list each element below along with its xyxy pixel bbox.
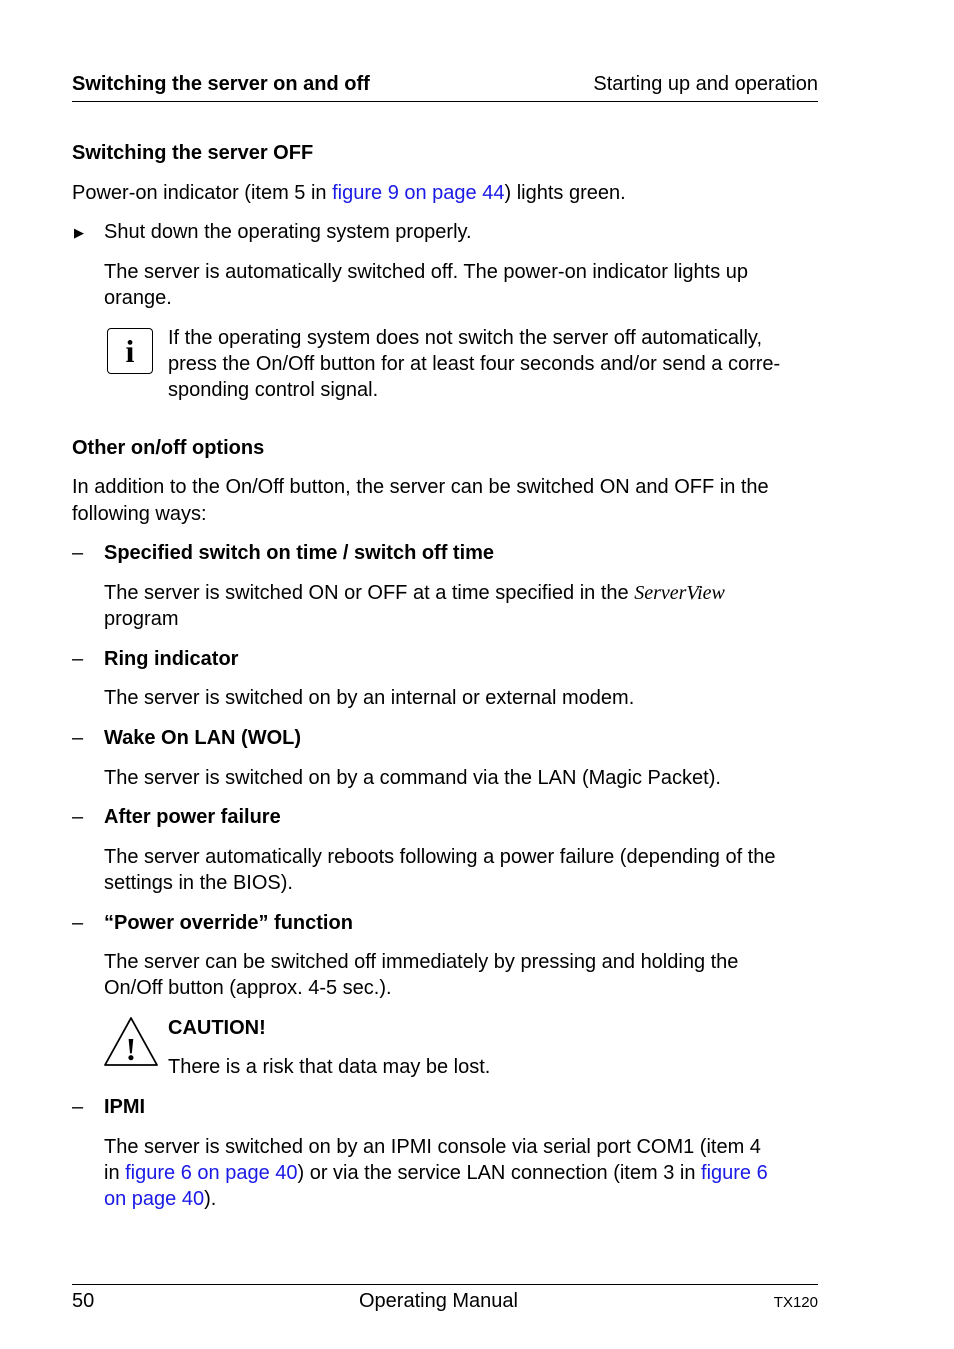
option-desc-scheduled-1 [104, 582, 725, 605]
option-desc-power-override-1: The server can be switched off immediately by pressing and holding the [104, 951, 739, 973]
footer-model: TX120 [773, 1294, 818, 1311]
options-intro-line-1: In addition to the On/Off button, the server can be switched ON and OFF in the [72, 476, 769, 498]
dash-bullet: – [72, 727, 84, 749]
option-desc-ipmi-1: The server is switched on by an IPMI console via serial port COM1 (item 4 [104, 1136, 761, 1158]
caution-warning-icon [103, 1016, 159, 1068]
figure-6-link-second-cont[interactable]: on page 40 [104, 1188, 205, 1210]
option-desc-power-override-2: On/Off button (approx. 4-5 sec.). [104, 977, 392, 999]
option-title-ipmi: IPMI [104, 1096, 146, 1118]
step-text: Shut down the operating system properly. [104, 221, 472, 243]
dash-bullet: – [72, 1096, 84, 1118]
result-line-1: The server is automatically switched off. The power-on indicator lights up [104, 261, 749, 283]
intro-text-post: ) lights green. [504, 182, 626, 204]
caution-text: There is a risk that data may be lost. [168, 1056, 491, 1078]
figure-6-link[interactable]: figure 6 on page 40 [125, 1162, 298, 1184]
option-desc-power-failure-2: settings in the BIOS). [104, 872, 293, 894]
option-desc-ipmi-2 [104, 1162, 768, 1185]
option-desc-power-failure-1: The server automatically reboots following a power failure (depending of the [104, 846, 776, 868]
figure-9-link[interactable]: figure 9 on page 44 [332, 182, 505, 204]
note-line-1: If the operating system does not switch the server off automatically, [168, 327, 762, 349]
option-title-wol: Wake On LAN (WOL) [104, 727, 302, 749]
result-line-2: orange. [104, 287, 172, 309]
page-number: 50 [72, 1290, 95, 1312]
header-rule [72, 101, 818, 102]
ipmi-text-mid: ) or via the service LAN connection (item 3 in [297, 1162, 702, 1184]
info-icon: i [107, 328, 153, 374]
step-arrow-icon: ▶ [74, 225, 84, 240]
footer-rule [72, 1284, 818, 1285]
ipmi-text-post: ). [204, 1188, 217, 1210]
dash-bullet: – [72, 648, 84, 670]
option-desc-ipmi-3 [104, 1188, 216, 1211]
option-desc-scheduled-text: The server is switched ON or OFF at a time specified in the [104, 582, 635, 604]
ipmi-text-pre: in [104, 1162, 126, 1184]
section-heading-other: Other on/off options [72, 437, 265, 459]
option-desc-wol: The server is switched on by a command via the LAN (Magic Packet). [104, 767, 721, 789]
option-title-scheduled: Specified switch on time / switch off time [104, 542, 495, 564]
dash-bullet: – [72, 806, 84, 828]
running-header-right: Starting up and operation [593, 73, 818, 95]
intro-paragraph [72, 182, 626, 205]
section-heading-off: Switching the server OFF [72, 142, 314, 164]
figure-6-link-second[interactable]: figure 6 [701, 1162, 768, 1184]
caution-glyph: ! [125, 1031, 137, 1067]
dash-bullet: – [72, 542, 84, 564]
options-intro-line-2: following ways: [72, 503, 207, 525]
option-desc-scheduled-2: program [104, 608, 179, 630]
option-title-power-override: “Power override” function [104, 912, 353, 934]
intro-text-pre: Power-on indicator (item 5 in [72, 182, 333, 204]
running-header-left: Switching the server on and off [72, 73, 370, 95]
serverview-program-name: ServerView [634, 582, 725, 604]
dash-bullet: – [72, 912, 84, 934]
option-desc-ring: The server is switched on by an internal or external modem. [104, 687, 635, 709]
note-line-2: press the On/Off button for at least four seconds and/or send a corre- [168, 353, 781, 375]
footer-manual-title: Operating Manual [359, 1290, 518, 1312]
caution-title: CAUTION! [168, 1017, 266, 1039]
option-title-power-failure: After power failure [104, 806, 281, 828]
note-line-3: sponding control signal. [168, 379, 379, 401]
option-title-ring: Ring indicator [104, 648, 239, 670]
